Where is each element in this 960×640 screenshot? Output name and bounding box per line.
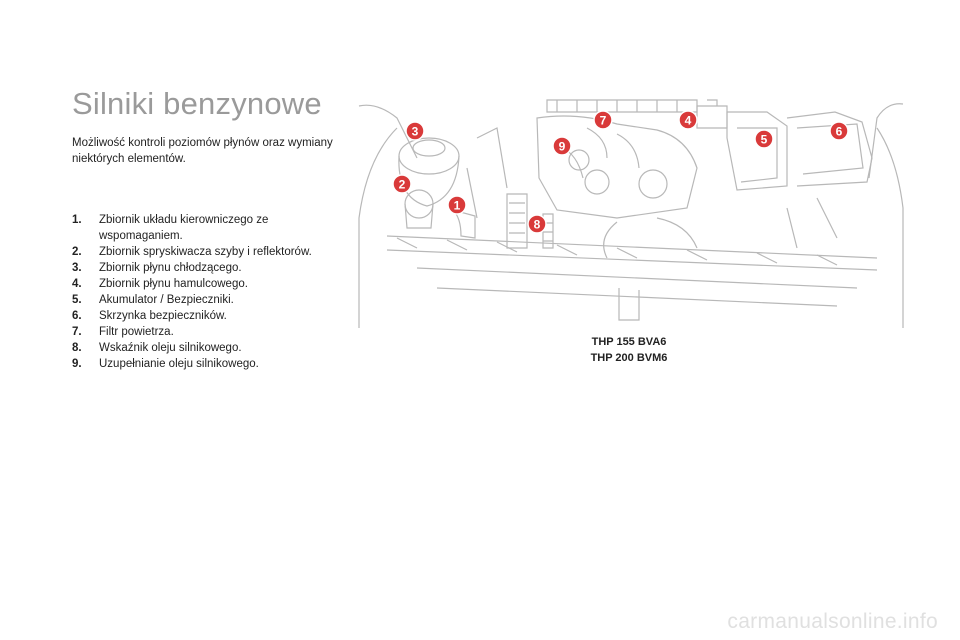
legend-text: Filtr powietrza. [99,326,174,338]
marker-7 [594,111,612,129]
legend-item [72,260,352,276]
legend-item [72,292,352,308]
marker-2 [393,175,411,193]
legend-text: Zbiornik płynu chłodzącego. [99,262,242,274]
legend-item [72,212,352,244]
marker-1 [448,196,466,214]
watermark: carmanualsonline.info [727,610,938,633]
page-title: Silniki benzynowe [72,86,322,121]
legend-number: 1. [72,214,82,226]
marker-8-label: 8 [533,217,541,232]
marker-6-label: 6 [835,124,843,139]
legend-item [72,308,352,324]
legend-text: Wskaźnik oleju silnikowego. [99,342,242,354]
legend-text: Akumulator / Bezpieczniki. [99,294,234,306]
marker-7-label: 7 [599,113,607,128]
legend-text: Skrzynka bezpieczników. [99,310,227,322]
legend-text: Uzupełnianie oleju silnikowego. [99,358,259,370]
engine-line-art [359,100,903,328]
legend-number: 2. [72,246,82,258]
marker-9-label: 9 [558,139,566,154]
legend-number: 9. [72,358,82,370]
marker-5 [755,130,773,148]
legend-item [72,276,352,292]
legend-text: Zbiornik spryskiwacza szyby i reflektorów. [99,246,312,258]
legend-item [72,324,352,340]
marker-8 [528,215,546,233]
engine-variant-2: THP 200 BVM6 [590,352,668,364]
marker-4-label: 4 [684,113,692,128]
marker-5-label: 5 [760,132,768,147]
engine-bay-diagram [357,98,905,330]
legend-number: 7. [72,326,82,338]
intro-text: Możliwość kontroli poziomów płynów oraz wymiany niektórych elementów. [72,137,333,165]
marker-3 [406,122,424,140]
marker-2-label: 2 [398,177,406,192]
legend-item [72,340,352,356]
marker-4 [679,111,697,129]
marker-6 [830,122,848,140]
legend-number: 8. [72,342,82,354]
legend-number: 6. [72,310,82,322]
legend-item [72,356,352,372]
marker-3-label: 3 [411,124,419,139]
engine-variant-1: THP 155 BVA6 [591,336,667,348]
legend-number: 4. [72,278,82,290]
engine-variants-caption [548,334,710,366]
legend-text: Zbiornik płynu hamulcowego. [99,278,248,290]
legend-number: 3. [72,262,82,274]
marker-9 [553,137,571,155]
legend-number: 5. [72,294,82,306]
legend-list [72,212,352,372]
marker-1-label: 1 [453,198,461,213]
legend-text: Zbiornik układu kierowniczego ze wspomaganiem. [99,214,269,242]
legend-item [72,244,352,260]
